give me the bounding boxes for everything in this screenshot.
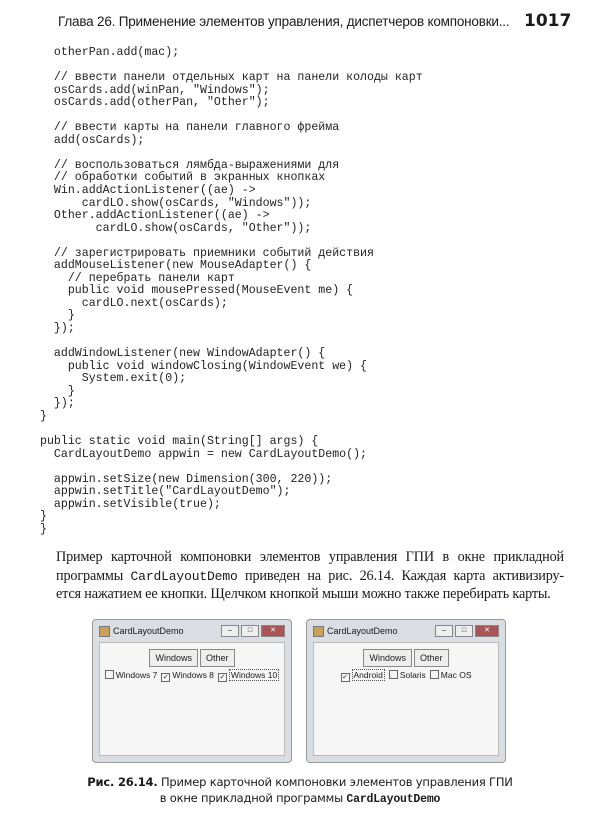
checkbox-empty-icon[interactable] [430, 670, 439, 679]
checkbox[interactable] [430, 670, 472, 680]
text: приведен на рис. 26.14. Каждая карта активизиру- [237, 567, 564, 584]
code-line: addWindowListener(new WindowAdapter() { [40, 347, 326, 361]
checkbox-empty-icon[interactable] [389, 670, 398, 679]
code-listing [40, 47, 423, 536]
checkbox[interactable] [105, 670, 158, 680]
checkmark-icon[interactable]: ✓ [219, 674, 226, 681]
window-title: CardLayoutDemo [327, 626, 398, 636]
close-button[interactable]: ✕ [261, 625, 285, 637]
caption-text: Пример карточной компоновки элементов управления ГПИ [157, 775, 513, 789]
maximize-button[interactable]: □ [241, 625, 259, 637]
checkbox-label: Windows 8 [172, 670, 214, 680]
java-app-icon [99, 626, 110, 637]
code-line: public static void main(String[] args) { [40, 434, 319, 448]
inline-code: CardLayoutDemo [130, 568, 238, 584]
code-line: appwin.setVisible(true); [40, 497, 221, 511]
window-cardlayoutdemo [92, 619, 292, 763]
checkbox-label: Mac OS [440, 670, 472, 680]
code-line: } [40, 510, 47, 524]
body-paragraph [56, 548, 564, 604]
code-line: // обработки событий в экранных кнопках [40, 171, 326, 185]
code-line: appwin.setSize(new Dimension(300, 220)); [40, 472, 333, 486]
caption-number: Рис. 26.14. [87, 775, 158, 789]
checkbox-label: Solaris [399, 670, 426, 680]
code-line: // ввести панели отдельных карт на панели колоды карт [40, 71, 423, 85]
code-line: cardLO.show(osCards, "Windows")); [40, 196, 312, 210]
checkbox-label: Windows 7 [115, 670, 158, 680]
minimize-button[interactable]: – [435, 625, 453, 637]
code-line: public void mousePressed(MouseEvent me) { [40, 284, 354, 298]
code-line [40, 235, 423, 248]
code-line: } [40, 309, 75, 323]
code-line: addMouseListener(new MouseAdapter() { [40, 259, 312, 273]
window-cardlayoutdemo [306, 619, 506, 763]
code-line: }); [40, 322, 75, 336]
java-app-icon [313, 626, 324, 637]
checkbox[interactable] [341, 670, 385, 682]
code-line: // перебрать панели карт [40, 271, 235, 285]
code-line: // ввести карты на панели главного фрейма [40, 121, 340, 135]
checkmark-icon[interactable]: ✓ [342, 674, 348, 681]
paragraph-line: Пример карточной компоновки элементов управления ГПИ в окне прикладной [56, 549, 564, 565]
code-line: otherPan.add(mac); [40, 46, 180, 59]
checkbox-label: Windows 10 [230, 670, 278, 680]
other-button[interactable]: Other [200, 649, 235, 667]
windows-button[interactable]: Windows [149, 649, 198, 667]
text: программы [56, 567, 131, 584]
minimize-button[interactable]: – [221, 625, 239, 637]
code-line: appwin.setTitle("CardLayoutDemo"); [40, 485, 291, 499]
checkbox[interactable] [389, 670, 426, 680]
figure-caption [0, 774, 600, 808]
code-line: cardLO.show(osCards, "Other")); [40, 221, 312, 235]
checkbox[interactable] [218, 670, 279, 682]
checkmark-icon[interactable]: ✓ [162, 674, 169, 681]
code-line [40, 461, 423, 474]
code-line: // воспользоваться лямбда-выражениями для [40, 158, 340, 172]
code-line: osCards.add(otherPan, "Other"); [40, 96, 270, 110]
code-line: Other.addActionListener((ae) -> [40, 209, 270, 223]
code-line: public void windowClosing(WindowEvent we) { [40, 359, 367, 373]
page-number: 1017 [524, 11, 572, 31]
maximize-button[interactable]: □ [455, 625, 473, 637]
window-content[interactable] [99, 642, 285, 756]
title-bar[interactable] [307, 620, 505, 642]
code-line: osCards.add(winPan, "Windows"); [40, 83, 270, 97]
other-button[interactable]: Other [414, 649, 449, 667]
checkbox-label: Android [353, 670, 383, 680]
code-line: CardLayoutDemo appwin = new CardLayoutDemo(); [40, 447, 367, 461]
checkbox-empty-icon[interactable] [105, 670, 114, 679]
code-line: add(osCards); [40, 133, 145, 147]
caption-text: в окне прикладной программы [159, 791, 347, 805]
code-line: }); [40, 397, 75, 411]
running-header: Глава 26. Применение элементов управления, диспетчеров компоновки... [58, 14, 510, 29]
caption-code: CardLayoutDemo [346, 793, 441, 806]
code-line: cardLO.next(osCards); [40, 296, 228, 310]
code-line: System.exit(0); [40, 372, 187, 386]
code-line: // зарегистрировать приемники событий действия [40, 246, 374, 260]
code-line: Win.addActionListener((ae) -> [40, 184, 256, 198]
code-line: } [40, 384, 75, 398]
title-bar[interactable] [93, 620, 291, 642]
paragraph-line: ется нажатием ее кнопки. Щелчком кнопкой мыши можно также перебирать карты. [56, 586, 551, 602]
close-button[interactable]: ✕ [475, 625, 499, 637]
window-title: CardLayoutDemo [113, 626, 184, 636]
code-line: } [40, 409, 47, 423]
checkbox[interactable] [161, 670, 214, 682]
paragraph-line [56, 567, 564, 586]
windows-button[interactable]: Windows [363, 649, 412, 667]
window-content[interactable] [313, 642, 499, 756]
code-line: } [40, 522, 47, 536]
